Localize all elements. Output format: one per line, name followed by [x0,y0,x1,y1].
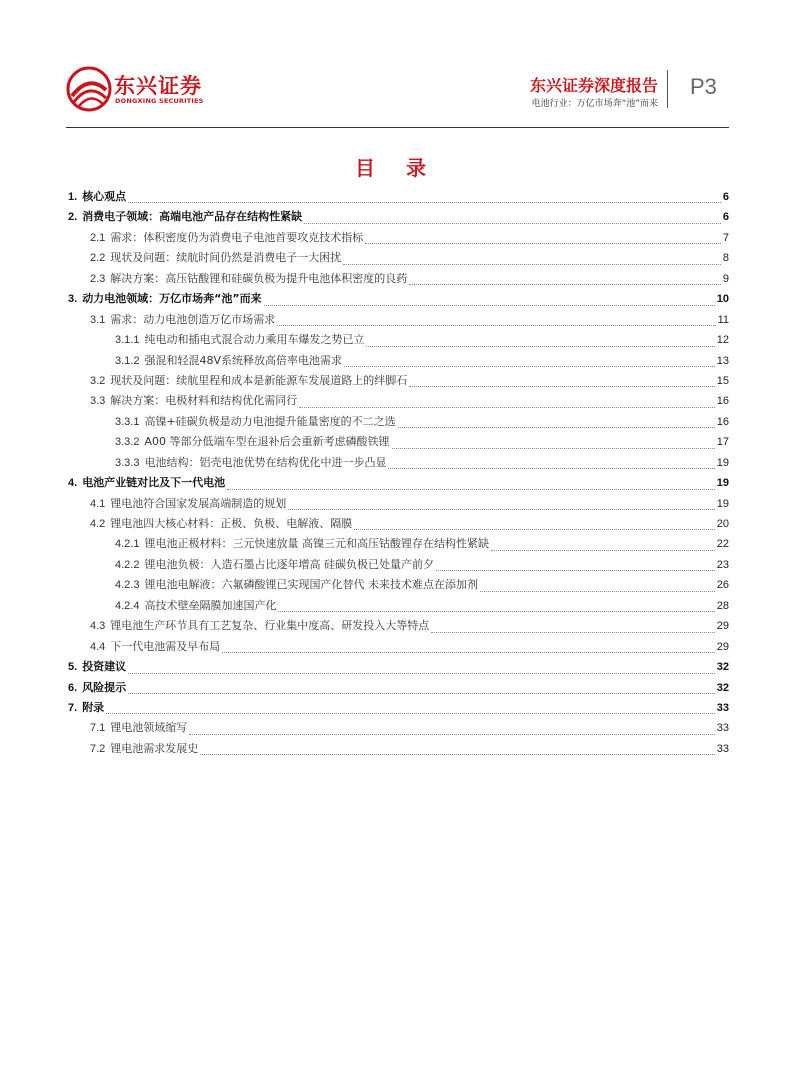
toc-entry[interactable] [66,739,729,759]
toc-entry-number: 3.3 [90,395,106,408]
toc-entry-page: 9 [722,272,729,285]
toc-entry-text: 锂电池负极：人造石墨占比逐年增高 硅碳负极已处量产前夕 [144,557,434,571]
toc-entry-number: 4.2.1 [115,538,140,551]
toc-entry-text: 需求：动力电池创造万亿市场需求 [110,312,276,326]
toc-entry-number: 4.2.2 [115,558,140,571]
toc-entry[interactable] [66,351,729,371]
toc-entry[interactable] [66,289,729,309]
toc-entry-text: 锂电池正极材料：三元快速放量 高镍三元和高压钴酸锂存在结构性紧缺 [144,537,489,551]
toc-entry-label [90,248,341,268]
toc-entry-page: 29 [716,620,729,633]
toc-entry[interactable] [66,453,729,473]
toc-entry-text: 解决方案：高压钴酸锂和硅碳负极为提升电池体积密度的良药 [110,271,408,285]
toc-entry-text: 高镍+硅碳负极是动力电池提升能量密度的不二之选 [144,414,396,428]
toc-entry[interactable] [66,412,729,432]
toc-entry-label [68,187,126,207]
toc-entry-number: 2.1 [90,231,106,244]
toc-entry-number: 3.3.1 [115,415,140,428]
toc-entry-page: 10 [716,293,729,306]
toc-entry[interactable] [66,555,729,575]
toc-leader-dots [227,489,715,490]
toc-entry-label [68,657,126,677]
toc-entry-page: 6 [722,211,729,224]
toc-entry-text: 高技术壁垒隔膜加速国产化 [144,598,277,612]
toc-entry[interactable] [66,637,729,657]
toc-entry-page: 22 [716,538,729,551]
toc-entry-text: 解决方案：电极材料和结构优化需同行 [110,394,298,408]
logo-chinese-name: 东兴证券 [114,74,202,98]
toc-entry-text: 投资建议 [82,660,127,674]
toc-entry-page: 7 [722,231,729,244]
toc-entry[interactable] [66,596,729,616]
toc-entry-label [90,718,187,738]
toc-entry-number: 4.1 [90,497,106,510]
toc-entry[interactable] [66,228,729,248]
toc-entry-number: 4. [68,477,78,490]
toc-leader-dots [365,243,721,244]
page-number: P3 [690,74,717,99]
toc-leader-dots [299,407,715,408]
toc-leader-dots [278,611,715,612]
toc-entry-number: 3.1.1 [115,334,140,347]
toc-leader-dots [491,550,715,551]
toc-entry-page: 13 [716,354,729,367]
toc-entry-text: 锂电池电解液：六氟磷酸锂已实现国产化替代 未来技术难点在添加剂 [144,578,478,592]
toc-entry-number: 2. [68,211,78,224]
report-subtitle: 电池行业：万亿市场奔“池”而来 [531,99,658,109]
toc-entry-text: 需求：体积密度仍为消费电子电池首要攻克技术指标 [110,230,364,244]
toc-entry-label [90,391,297,411]
header-divider [667,70,668,108]
toc-entry[interactable] [66,698,729,718]
toc-entry-label [90,228,363,248]
toc-leader-dots [392,448,715,449]
toc-leader-dots [344,366,715,367]
toc-leader-dots [106,713,715,714]
toc-leader-dots [343,264,721,265]
toc-entry-page: 16 [716,415,729,428]
toc-entry-page: 11 [717,313,729,326]
toc-entry-label [68,207,302,227]
toc-entry-number: 4.2 [90,518,106,530]
toc-entry[interactable] [66,534,729,554]
toc-entry-label [115,575,478,595]
toc-entry-label [90,616,429,636]
toc-entry[interactable] [66,657,729,677]
toc-entry-page: 23 [716,558,729,571]
toc-entry-number: 5. [68,661,78,674]
toc-entry-number: 6. [68,681,78,694]
toc-entry[interactable] [66,269,729,289]
toc-entry-label [115,412,396,432]
toc-entry-number: 1. [68,191,78,203]
toc-entry-number: 3.3.2 [115,436,140,449]
toc-entry-text: 锂电池四大核心材料：正极、负极、电解液、隔膜 [110,517,353,530]
logo-english-name: DONGXING SECURITIES [115,97,204,105]
toc-leader-dots [222,652,715,653]
toc-leader-dots [200,754,715,755]
toc-entry-text: 动力电池领域：万亿市场奔“池”而来 [82,292,262,306]
toc-entry[interactable] [66,616,729,636]
toc-entry-text: 核心观点 [82,190,127,203]
toc-entry-page: 32 [716,661,729,674]
dongxing-logo-icon [66,66,112,112]
toc-entry-label [90,371,407,391]
toc-entry-label [115,453,386,473]
toc-entry-label [90,514,352,534]
toc-entry[interactable] [66,248,729,268]
toc-entry[interactable] [66,473,729,493]
toc-entry-label [115,534,489,554]
toc-entry-label [68,678,126,698]
toc-entry-number: 7.1 [90,722,106,735]
toc-entry-number: 3.1 [90,313,106,326]
toc-leader-dots [409,284,721,285]
toc-entry-label [90,637,220,657]
toc-entry-number: 3.3.3 [115,456,140,469]
toc-entry[interactable] [66,432,729,452]
toc-entry-label [115,555,434,575]
toc-entry[interactable] [66,514,729,534]
toc-entry-number: 3. [68,293,78,306]
toc-entry-number: 7.2 [90,742,106,755]
toc-entry-label [90,739,198,759]
toc-entry-text: 纯电动和插电式混合动力乘用车爆发之势已立 [144,333,365,347]
toc-entry-number: 7. [68,701,78,714]
toc-leader-dots [409,386,715,387]
toc-entry[interactable] [66,718,729,738]
page-header [0,0,793,128]
toc-entry-page: 6 [722,191,729,203]
toc-entry-label [115,432,390,452]
toc-leader-dots [366,346,715,347]
toc-title: 目 录 [355,156,438,180]
toc-entry-label [68,473,225,493]
toc-entry-text: 消费电子领域：高端电池产品存在结构性紧缺 [82,210,303,224]
toc-entry-page: 17 [716,436,729,449]
toc-entry-page: 32 [716,681,729,694]
toc-leader-dots [304,223,721,224]
toc-leader-dots [189,734,715,735]
toc-entry-page: 19 [716,497,729,510]
toc-entry-label [68,289,262,309]
toc-entry-page: 26 [716,579,729,592]
toc-entry-number: 3.1.2 [115,354,140,367]
toc-entry-label [90,269,407,289]
toc-entry-page: 8 [722,252,729,265]
toc-entry-label [115,596,276,616]
toc-leader-dots [277,325,716,326]
toc-entry-text: 现状及问题：续航里程和成本是新能源车发展道路上的绊脚石 [110,373,408,387]
toc-leader-dots [388,468,715,469]
toc-entry[interactable] [66,310,729,330]
toc-entry[interactable] [66,494,729,514]
toc-entry-page: 20 [716,518,729,530]
toc-entry-text: 附录 [82,700,105,714]
toc-leader-dots [288,509,715,510]
toc-leader-dots [354,529,715,530]
report-title: 东兴证券深度报告 [529,76,658,95]
toc-entry-text: 强混和轻混48V系统释放高倍率电池需求 [144,353,342,367]
toc-entry-number: 4.2.4 [115,599,140,612]
toc-entry[interactable] [66,371,729,391]
toc-entry-page: 16 [716,395,729,408]
header-rule [66,127,729,128]
toc-entry-number: 2.2 [90,252,106,265]
toc-entry-text: 下一代电池需及早布局 [110,639,221,653]
toc-leader-dots [431,632,715,633]
toc-leader-dots [264,305,715,306]
table-of-contents [66,187,729,759]
toc-entry-page: 28 [716,599,729,612]
toc-entry[interactable] [66,391,729,411]
toc-entry-text: 锂电池符合国家发展高端制造的规划 [110,496,287,510]
toc-entry-number: 2.3 [90,272,106,285]
toc-entry-text: 电池结构：铝壳电池优势在结构优化中进一步凸显 [144,455,387,469]
toc-entry-number: 4.2.3 [115,579,140,592]
toc-entry-label [68,698,104,718]
toc-leader-dots [398,427,715,428]
toc-leader-dots [128,693,715,694]
toc-entry-text: 锂电池需求发展史 [110,741,199,755]
company-logo [66,66,206,116]
toc-entry-label [90,310,275,330]
toc-entry-page: 19 [716,456,729,469]
toc-entry-text: 电池产业链对比及下一代电池 [82,476,226,490]
toc-entry-label [115,351,342,371]
toc-entry-page: 33 [716,722,729,735]
toc-entry-number: 4.3 [90,620,106,633]
toc-entry[interactable] [66,575,729,595]
toc-entry[interactable] [66,187,729,207]
toc-entry-page: 29 [716,640,729,653]
toc-entry-label [90,494,286,514]
toc-entry-text: 现状及问题：续航时间仍然是消费电子一大困扰 [110,251,342,265]
toc-entry-text: 锂电池领域缩写 [110,721,188,735]
toc-leader-dots [480,591,715,592]
toc-entry-text: 锂电池生产环节具有工艺复杂、行业集中度高、研发投入大等特点 [110,619,430,633]
toc-entry-page: 12 [716,334,729,347]
toc-entry-page: 19 [716,477,729,490]
toc-leader-dots [128,202,721,203]
toc-entry[interactable] [66,330,729,350]
toc-leader-dots [436,570,715,571]
toc-entry[interactable] [66,207,729,227]
toc-entry-number: 3.2 [90,374,106,387]
toc-entry-text: A00 等部分低端车型在退补后会重新考虑磷酸铁锂 [144,435,390,449]
toc-leader-dots [128,673,715,674]
toc-entry-page: 33 [716,701,729,714]
toc-entry-page: 15 [716,374,729,387]
toc-entry[interactable] [66,678,729,698]
toc-entry-page: 33 [716,742,729,755]
toc-entry-text: 风险提示 [82,680,127,694]
toc-entry-label [115,330,364,350]
toc-entry-number: 4.4 [90,640,106,653]
